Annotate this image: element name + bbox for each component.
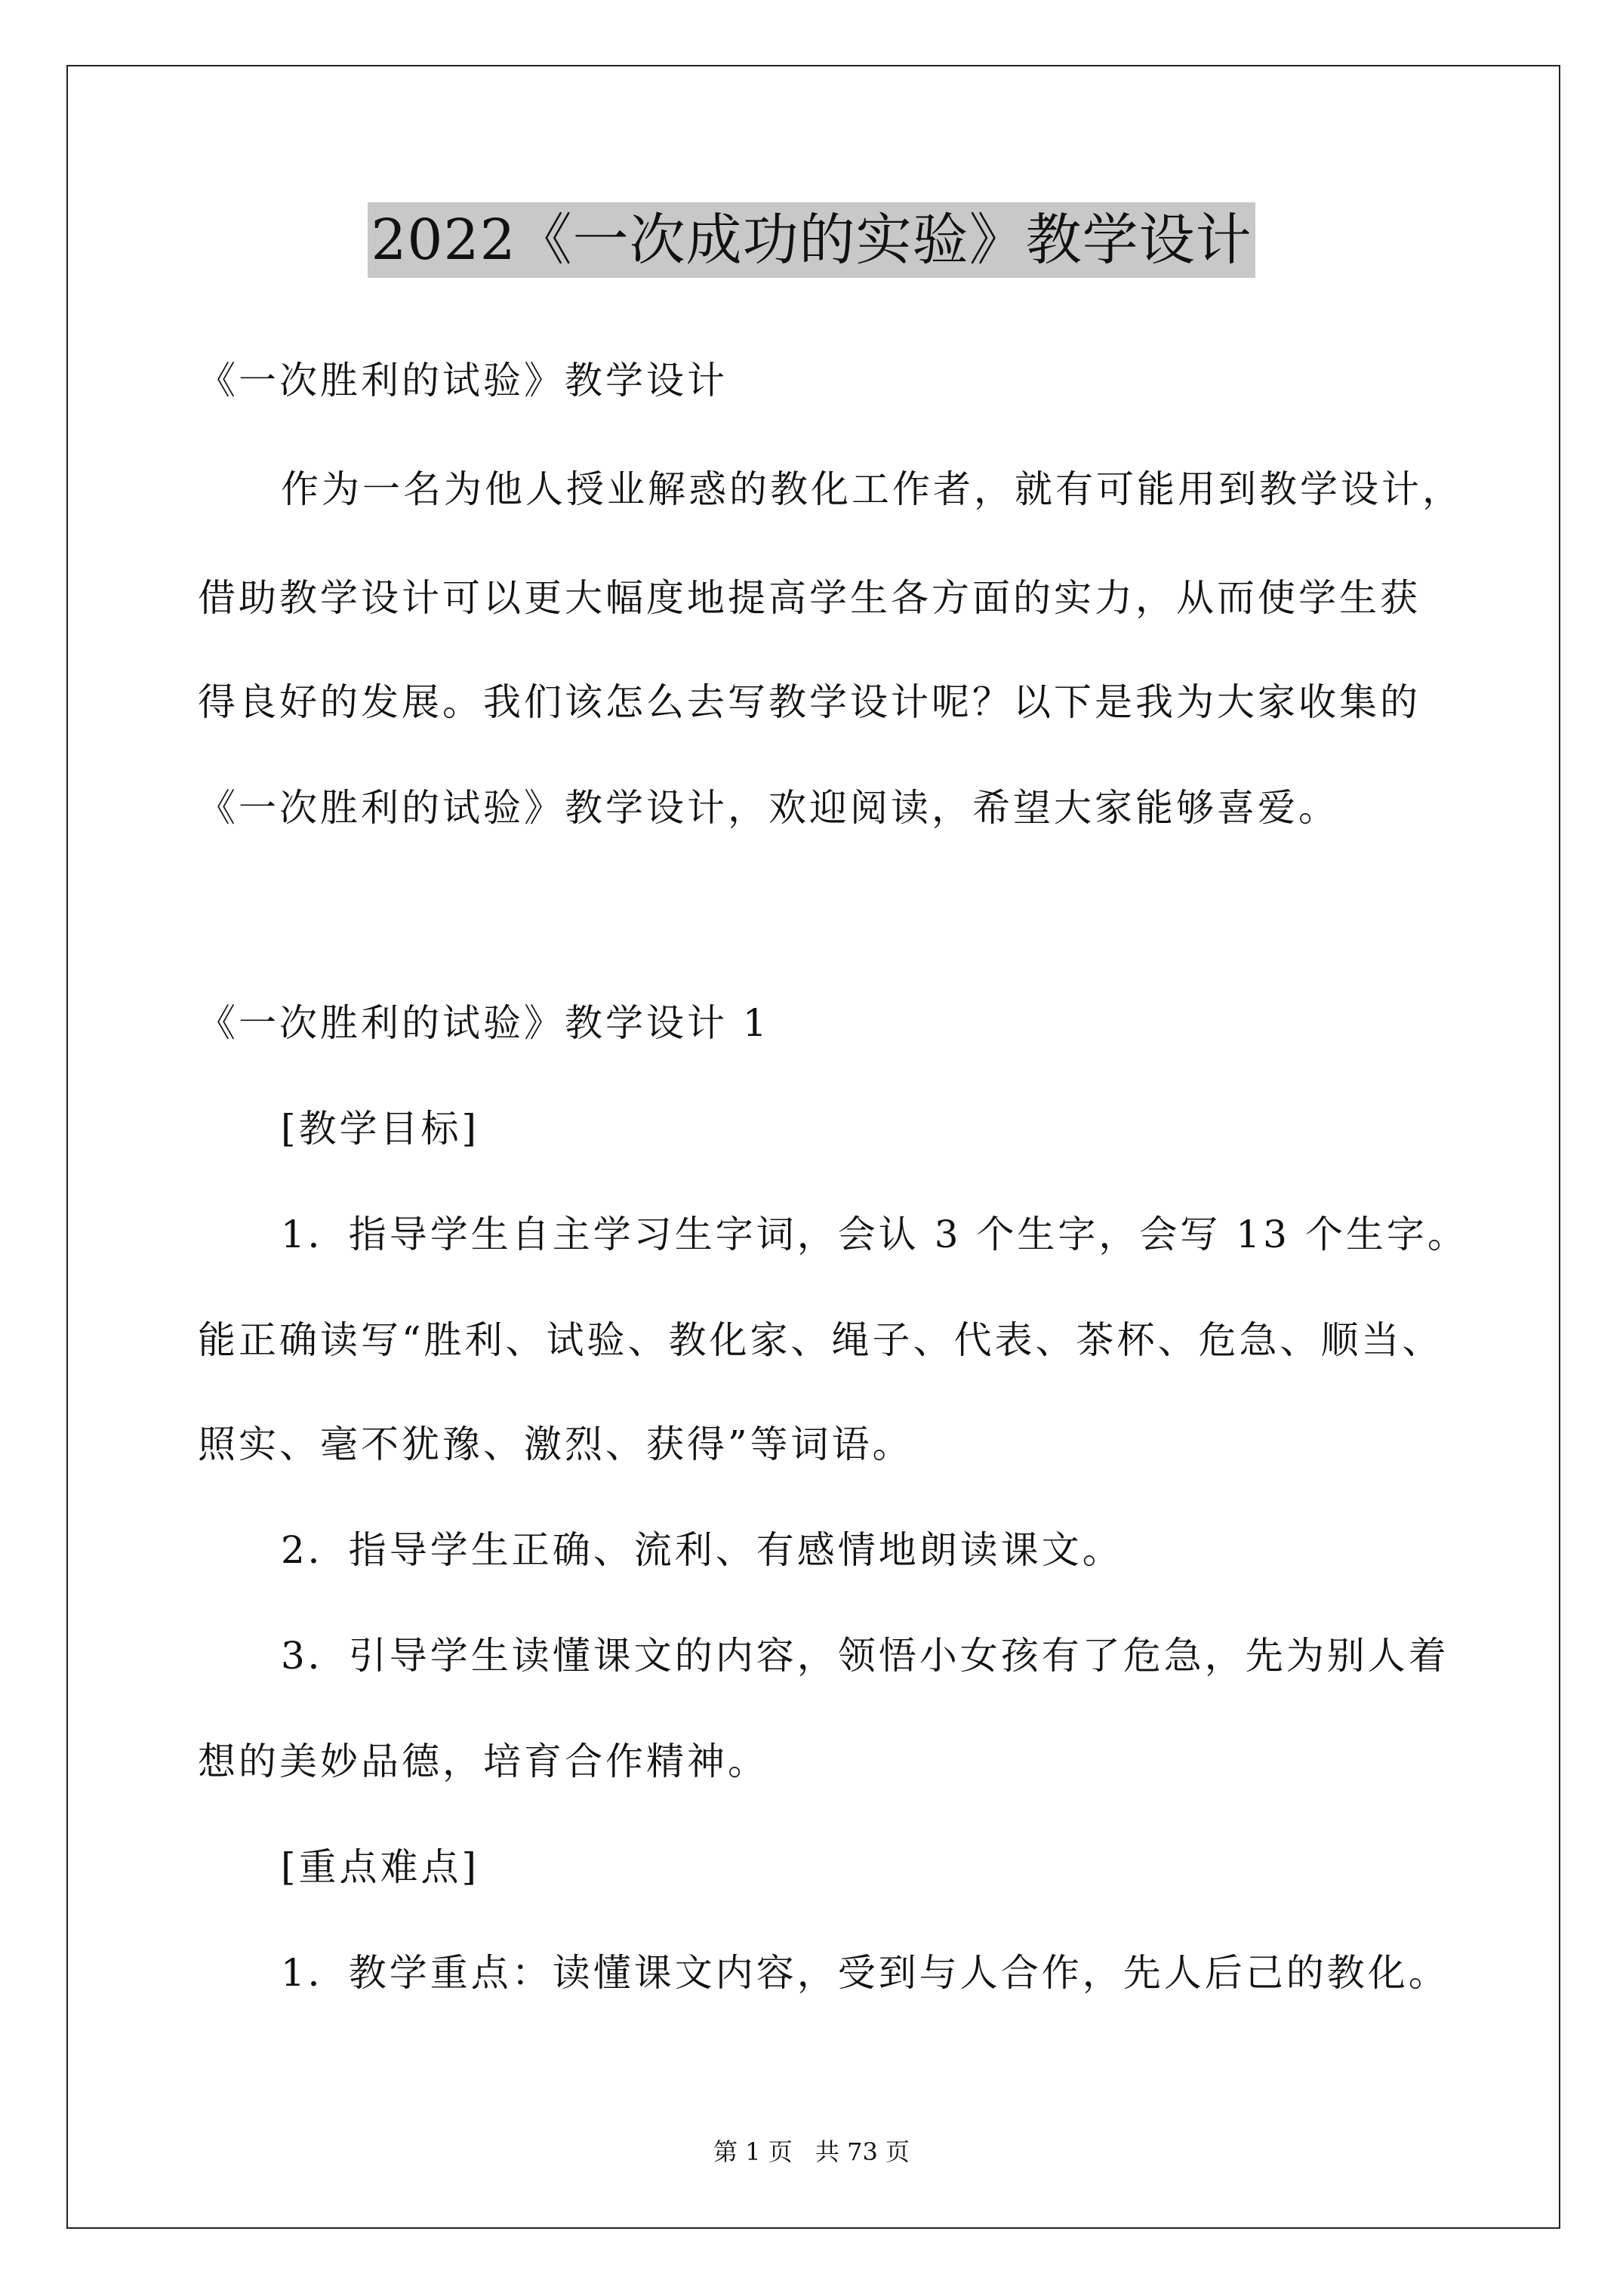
page-total: 共 73 页: [815, 2137, 910, 2166]
paragraph-line: 照实、毫不犹豫、激烈、获得”等词语。: [198, 1422, 913, 1466]
paragraph-line: 2．指导学生正确、流利、有感情地朗读课文。: [281, 1528, 1123, 1572]
paragraph-line: 借助教学设计可以更大幅度地提高学生各方面的实力，从而使学生获: [198, 576, 1421, 620]
paragraph-line: 1．指导学生自主学习生字词，会认 3 个生字，会写 13 个生字。: [281, 1213, 1468, 1256]
section-heading: 《一次胜利的试验》教学设计 1: [198, 1001, 770, 1045]
bracket-heading: [重点难点]: [281, 1845, 480, 1889]
paragraph-line: 《一次胜利的试验》教学设计，欢迎阅读，希望大家能够喜爱。: [198, 786, 1339, 830]
subtitle-line: 《一次胜利的试验》教学设计: [198, 359, 728, 402]
paragraph-line: 1．教学重点：读懂课文内容，受到与人合作，先人后己的教化。: [281, 1951, 1449, 1995]
bracket-heading: [教学目标]: [281, 1107, 480, 1151]
page-footer: [0, 2137, 1623, 2167]
paragraph-line: 作为一名为他人授业解惑的教化工作者，就有可能用到教学设计，: [281, 467, 1463, 511]
paragraph-line: 3．引导学生读懂课文的内容，领悟小女孩有了危急，先为别人着: [281, 1634, 1449, 1678]
document-title: 2022《一次成功的实验》教学设计: [368, 202, 1255, 278]
page-number: 第 1 页: [713, 2137, 793, 2166]
paragraph-line: 得良好的发展。我们该怎么去写教学设计呢？以下是我为大家收集的: [198, 680, 1421, 724]
title-wrapper: [0, 202, 1623, 278]
paragraph-line: 想的美妙品德，培育合作精神。: [198, 1740, 768, 1783]
paragraph-line: 能正确读写“胜利、试验、教化家、绳子、代表、茶杯、危急、顺当、: [198, 1318, 1443, 1362]
